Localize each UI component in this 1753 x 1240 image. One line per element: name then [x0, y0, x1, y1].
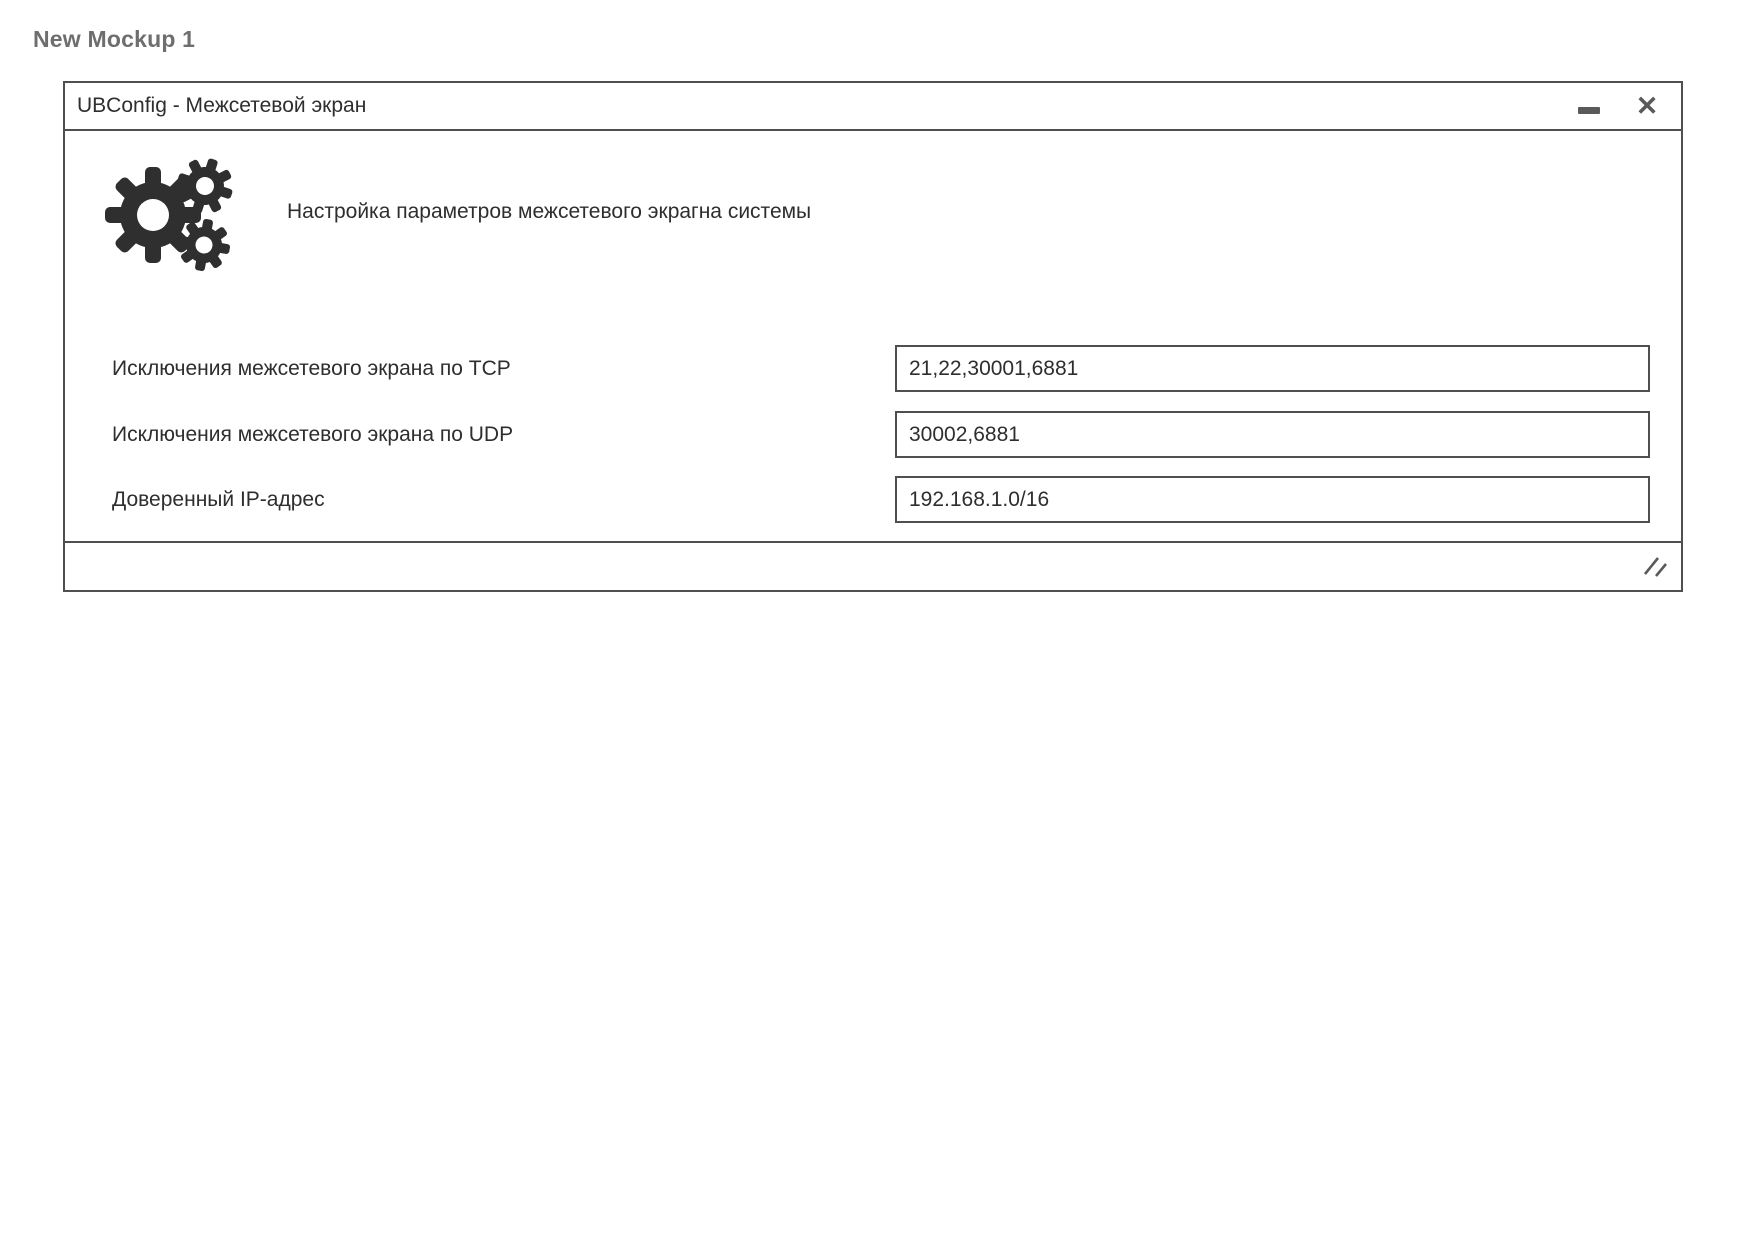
- trusted-ip-input[interactable]: [895, 476, 1650, 523]
- trusted-ip-label: Доверенный IP-адрес: [112, 488, 325, 511]
- close-icon: ✕: [1635, 90, 1659, 121]
- field-row-udp: [65, 411, 1681, 458]
- field-row-trusted-ip: [65, 476, 1681, 523]
- window-content: [65, 131, 1681, 541]
- udp-exceptions-input[interactable]: [895, 411, 1650, 458]
- minimize-button[interactable]: [1575, 89, 1603, 123]
- window-titlebar[interactable]: [65, 83, 1681, 131]
- field-row-tcp: [65, 345, 1681, 392]
- minimize-icon: [1578, 107, 1600, 114]
- resize-grip-icon[interactable]: [1641, 555, 1669, 579]
- status-bar: [65, 541, 1681, 590]
- udp-exceptions-label: Исключения межсетевого экрана по UDP: [112, 423, 514, 446]
- ubconfig-window: [63, 81, 1683, 592]
- window-controls: [1575, 89, 1681, 123]
- gears-icon: [102, 151, 234, 271]
- tcp-exceptions-label: Исключения межсетевого экрана по TCP: [112, 357, 511, 380]
- close-button[interactable]: [1633, 89, 1661, 123]
- tcp-exceptions-input[interactable]: [895, 345, 1650, 392]
- dialog-description: Настройка параметров межсетевого экрагна системы: [287, 200, 812, 223]
- window-title: UBConfig - Межсетевой экран: [77, 94, 367, 117]
- page-title: New Mockup 1: [33, 26, 196, 52]
